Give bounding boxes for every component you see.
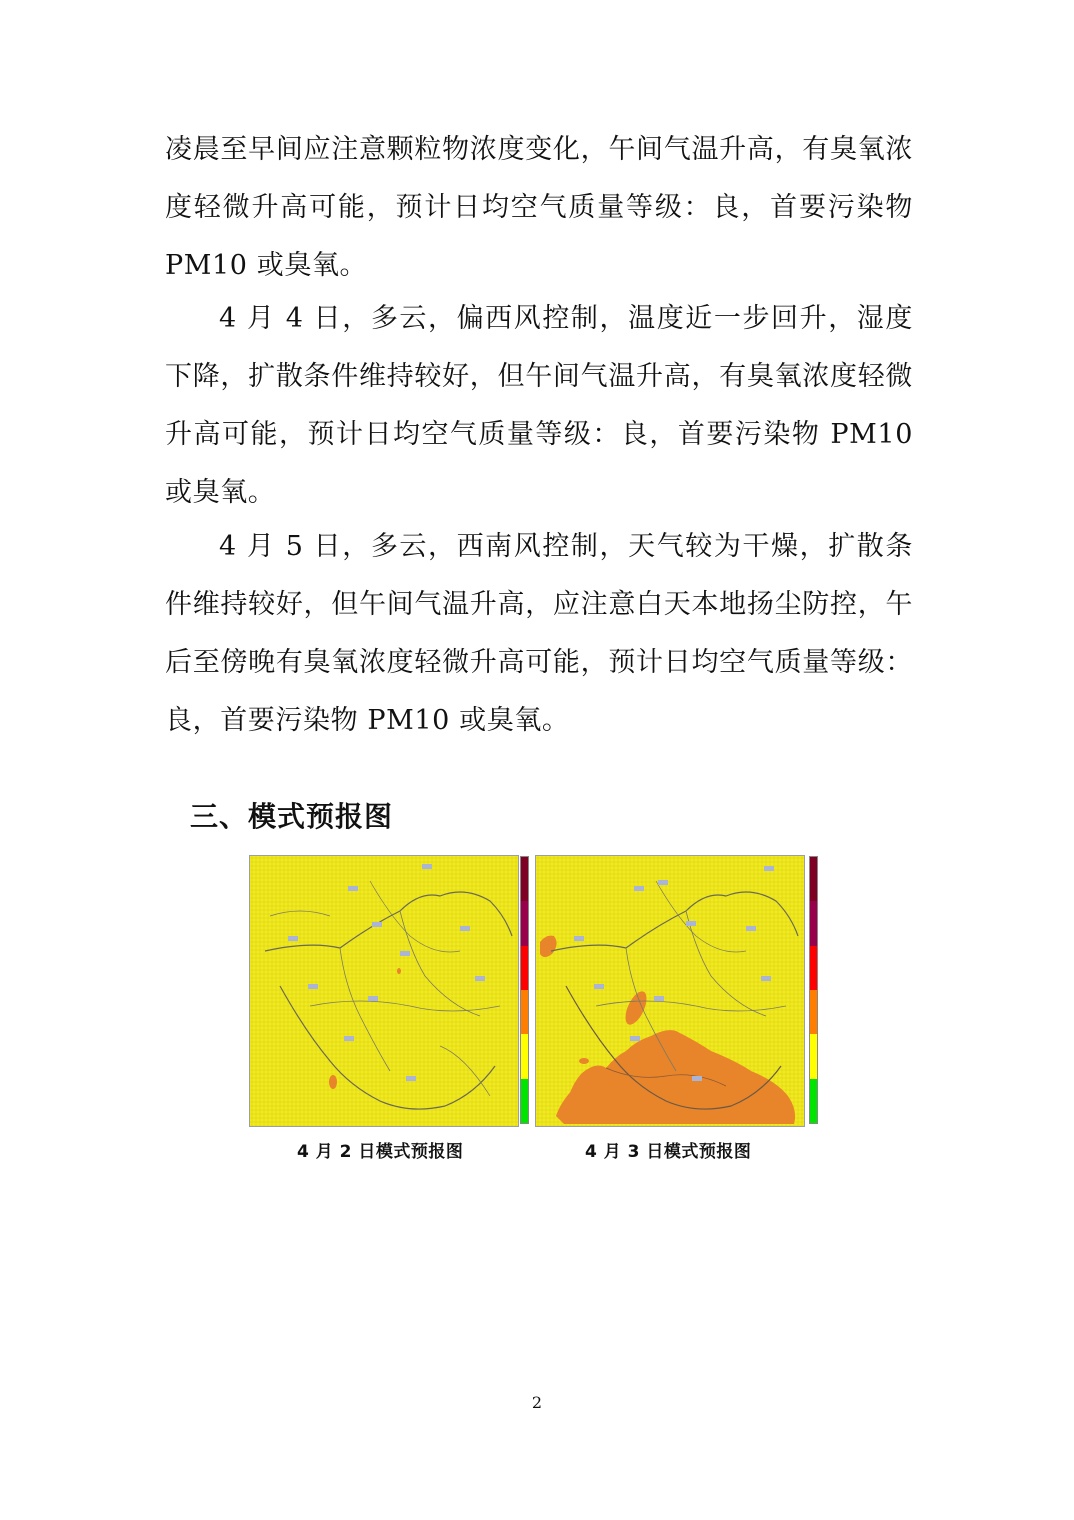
forecast-map-april-3-image (536, 856, 805, 1127)
paragraph-forecast-april-4: 4 月 4 日，多云，偏西风控制，温度近一步回升，湿度下降，扩散条件维持较好，但午间气温升高，有臭氧浓度轻微升高可能，预计日均空气质量等级：良，首要污染物 PM10 或臭氧。 (165, 303, 913, 508)
figure-caption-april-2: 4 月 2 日模式预报图 (297, 1142, 464, 1162)
paragraph-forecast-april-5: 4 月 5 日，多云，西南风控制，天气较为干燥，扩散条件维持较好，但午间气温升高，应注意白天本地扬尘防控，午后至傍晚有臭氧浓度轻微升高可能，预计日均空气质量等级：良，首要污染物 PM10 或臭氧。 (165, 531, 913, 736)
forecast-map-april-2-image (250, 856, 519, 1127)
figure-caption-april-3: 4 月 3 日模式预报图 (585, 1142, 752, 1162)
section-heading-model-forecast: 三、模式预报图 (190, 800, 394, 833)
forecast-map-april-3 (535, 855, 805, 1127)
color-scale-legend-left (520, 856, 529, 1124)
color-scale-legend-right (809, 856, 818, 1124)
page-number: 2 (531, 1393, 543, 1412)
paragraph-forecast-april-3: 凌晨至早间应注意颗粒物浓度变化，午间气温升高，有臭氧浓度轻微升高可能，预计日均空气质量等级：良，首要污染物 PM10 或臭氧。 (165, 134, 913, 281)
forecast-map-april-2 (249, 855, 519, 1127)
